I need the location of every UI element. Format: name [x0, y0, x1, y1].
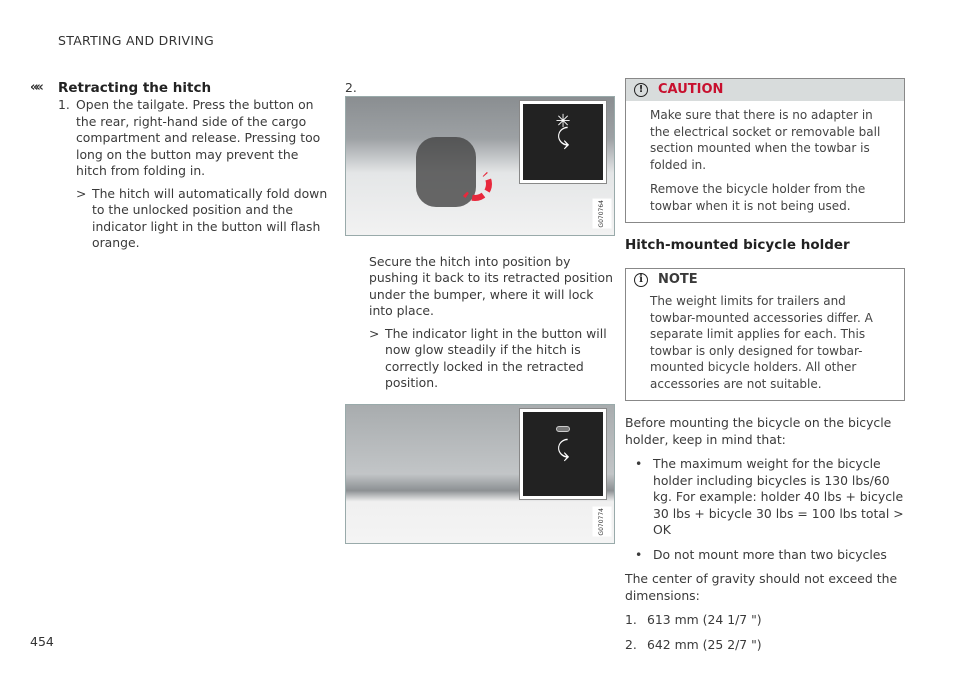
info-icon: i	[634, 273, 648, 287]
caution-title: CAUTION	[658, 81, 724, 97]
result-glyph: >	[76, 185, 87, 201]
right-column	[625, 78, 905, 653]
bullet-item: • The maximum weight for the bicycle holder including bicycles is 130 lbs/60 kg. For example: holder 40 lbs + bicycle 30 lbs + bicycle 30 lbs = 100 lbs total > OK	[635, 456, 904, 537]
caution-text: Make sure that there is no adapter in the electrical socket or removable ball section mounted when the towbar is folded in.	[650, 108, 881, 172]
section-header: STARTING AND DRIVING	[58, 33, 215, 48]
step-1	[58, 97, 328, 180]
dim-number: 1.	[625, 612, 637, 627]
caution-text: Remove the bicycle holder from the towbar when it is not being used.	[650, 182, 866, 213]
button-inset	[520, 409, 606, 499]
step-2-text: Secure the hitch into position by pushing it back to its retracted position under the bumper, where it will lock into place.	[369, 253, 613, 318]
dimension-item	[625, 637, 905, 654]
page-number: 454	[30, 634, 54, 649]
note-box	[625, 268, 905, 401]
bumper-illustration	[345, 404, 615, 544]
flashing-light-icon: ✳	[555, 110, 571, 132]
result-glyph: >	[369, 325, 380, 341]
bullet-item: • Do not mount more than two bicycles	[635, 546, 887, 562]
caution-box	[625, 78, 905, 223]
dim-text: 613 mm (24 1/7 ")	[647, 612, 762, 627]
bullet-text: Do not mount more than two bicycles	[653, 546, 887, 562]
towbar-icon: ⤹	[556, 125, 570, 150]
step-1-result	[58, 186, 328, 252]
hitch-illustration	[345, 96, 615, 236]
result-text: The indicator light in the button will now glow steadily if the hitch is correctly locked in the retracted position.	[385, 325, 607, 390]
bicycle-holder-title: Hitch-mounted bicycle holder	[625, 237, 850, 253]
step-text: Open the tailgate. Press the button on the rear, right-hand side of the cargo compartment and release. Pressing too long on the button may prevent the hitch from folding in.	[76, 97, 321, 178]
step-2-result	[345, 326, 615, 392]
figure-code: G070764	[593, 199, 612, 229]
exclamation-icon: !	[634, 83, 648, 97]
red-arrow-icon	[458, 167, 492, 201]
towbar-icon: ⤹	[556, 436, 570, 462]
step-2-column	[345, 80, 615, 544]
steady-light-icon	[556, 426, 570, 432]
bullet-text: The maximum weight for the bicycle holder including bicycles is 130 lbs/60 kg. For example: holder 40 lbs + bicycle 30 lbs + bicycle 30 lbs = 100 lbs total > OK	[653, 456, 904, 537]
gravity-text: The center of gravity should not exceed the dimensions:	[625, 571, 898, 603]
caution-header	[626, 79, 904, 101]
back-arrows-icon[interactable]: ««	[30, 80, 41, 95]
intro-text: Before mounting the bicycle on the bicycle holder, keep in mind that:	[625, 415, 892, 447]
note-header	[626, 269, 904, 291]
result-text: The hitch will automatically fold down to the unlocked position and the indicator light in the button will flash orange.	[92, 185, 328, 250]
figure-code: G070774	[593, 507, 612, 537]
step-number: 1.	[58, 97, 70, 112]
step-number: 2.	[345, 80, 357, 95]
dimension-item	[625, 612, 905, 629]
button-inset	[520, 101, 606, 183]
note-title: NOTE	[658, 271, 698, 287]
retracting-section	[58, 80, 328, 252]
dim-number: 2.	[625, 636, 637, 652]
section-title: Retracting the hitch	[58, 80, 212, 96]
dim-text: 642 mm (25 2/7 ")	[647, 636, 762, 652]
note-text: The weight limits for trailers and towbar-mounted accessories differ. A separate limit applies for each. This towbar is only designed for towbar-mounted bicycle holders. All other accessories are not suitable.	[650, 294, 873, 391]
